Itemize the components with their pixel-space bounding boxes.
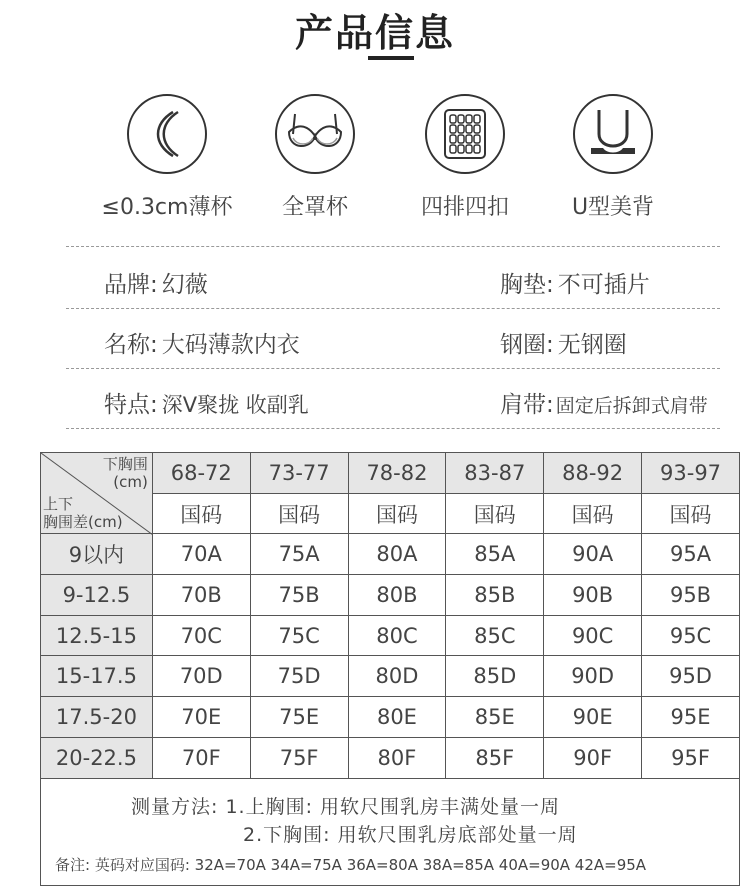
divider — [66, 428, 720, 429]
size-cell: 75A — [250, 534, 348, 575]
column-header: 78-82 — [348, 453, 446, 494]
u-back-icon — [573, 94, 653, 174]
size-cell: 70E — [152, 697, 250, 738]
divider — [66, 308, 720, 309]
size-cell: 90D — [544, 656, 642, 697]
table-row — [41, 615, 740, 656]
corner-underbust-label: 下胸围 (cm) — [102, 455, 148, 491]
column-header: 93-97 — [642, 453, 740, 494]
size-cell: 85D — [446, 656, 544, 697]
column-header: 68-72 — [152, 453, 250, 494]
size-cell: 70A — [152, 534, 250, 575]
size-cell: 95B — [642, 575, 740, 616]
size-standard-cell: 国码 — [152, 493, 250, 534]
size-cell: 80F — [348, 737, 446, 778]
table-corner-cell — [41, 453, 153, 534]
page-title: 产品信息 — [294, 11, 455, 55]
thin-cup-icon — [127, 94, 207, 174]
size-cell: 75F — [250, 737, 348, 778]
size-chart-table — [40, 452, 740, 779]
size-cell: 70C — [152, 615, 250, 656]
feature-thin-cup — [82, 94, 252, 221]
table-row — [41, 575, 740, 616]
table-row — [41, 737, 740, 778]
attr-value: 大码薄款内衣 — [161, 332, 300, 358]
feature-caption: 全罩杯 — [281, 195, 348, 220]
size-standard-cell: 国码 — [250, 493, 348, 534]
size-cell: 95C — [642, 615, 740, 656]
size-cell: 80E — [348, 697, 446, 738]
row-header: 15-17.5 — [41, 656, 153, 697]
table-row — [41, 656, 740, 697]
size-cell: 95D — [642, 656, 740, 697]
feature-caption: ≤0.3cm薄杯 — [101, 195, 233, 220]
size-cell: 80A — [348, 534, 446, 575]
attr-label: 名称: — [104, 332, 158, 358]
size-cell: 90E — [544, 697, 642, 738]
attr-value: 固定后拆卸式肩带 — [555, 395, 708, 417]
corner-difference-label: 上下 胸围差(cm) — [43, 495, 123, 532]
size-cell: 80B — [348, 575, 446, 616]
four-row-hook-icon — [425, 94, 505, 174]
feature-caption: U型美背 — [571, 195, 655, 220]
size-cell: 95E — [642, 697, 740, 738]
size-cell: 90A — [544, 534, 642, 575]
measure-method-1: 测量方法: 1.上胸围: 用软尺围乳房丰满处量一周 — [131, 796, 561, 818]
attr-label: 特点: — [104, 392, 158, 418]
attr-value: 深V聚拢 收副乳 — [161, 393, 309, 417]
attr-feature — [104, 386, 309, 419]
size-standard-cell: 国码 — [348, 493, 446, 534]
attr-label: 钢圈: — [500, 332, 554, 358]
title-underline — [368, 56, 414, 60]
table-header-row — [41, 453, 740, 494]
row-header: 9以内 — [41, 534, 153, 575]
column-header: 83-87 — [446, 453, 544, 494]
full-cup-bra-icon — [275, 94, 355, 174]
size-cell: 75B — [250, 575, 348, 616]
size-cell: 80C — [348, 615, 446, 656]
row-header: 20-22.5 — [41, 737, 153, 778]
divider — [66, 368, 720, 369]
size-cell: 85B — [446, 575, 544, 616]
size-standard-cell: 国码 — [446, 493, 544, 534]
row-header: 9-12.5 — [41, 575, 153, 616]
feature-full-cup — [230, 94, 400, 221]
attr-label: 胸垫: — [500, 272, 554, 298]
attr-strap — [500, 386, 708, 419]
size-standard-cell: 国码 — [642, 493, 740, 534]
size-cell: 80D — [348, 656, 446, 697]
size-cell: 90B — [544, 575, 642, 616]
size-cell: 85E — [446, 697, 544, 738]
size-cell: 85A — [446, 534, 544, 575]
column-header: 73-77 — [250, 453, 348, 494]
size-cell: 85C — [446, 615, 544, 656]
row-header: 12.5-15 — [41, 615, 153, 656]
attr-label: 品牌: — [104, 272, 158, 298]
size-conversion-remark: 备注: 英码对应国码: 32A=70A 34A=75A 36A=80A 38A=85A 40A=90A 42A=95A — [55, 856, 647, 874]
attr-value: 无钢圈 — [557, 332, 627, 358]
size-cell: 75D — [250, 656, 348, 697]
attr-wire — [500, 326, 627, 359]
size-cell: 75C — [250, 615, 348, 656]
attr-brand — [104, 266, 208, 299]
feature-caption: 四排四扣 — [420, 195, 509, 220]
size-cell: 70D — [152, 656, 250, 697]
feature-icons — [0, 94, 750, 224]
size-cell: 85F — [446, 737, 544, 778]
size-cell: 90F — [544, 737, 642, 778]
measure-method-2: 2.下胸围: 用软尺围乳房底部处量一周 — [243, 824, 578, 846]
attr-pad — [500, 266, 650, 299]
size-standard-cell: 国码 — [544, 493, 642, 534]
size-cell: 70F — [152, 737, 250, 778]
divider — [66, 246, 720, 247]
feature-u-back — [528, 94, 698, 221]
table-row — [41, 534, 740, 575]
size-cell: 95F — [642, 737, 740, 778]
attr-value: 幻薇 — [161, 272, 208, 298]
attr-label: 肩带: — [500, 392, 554, 418]
feature-four-hooks — [380, 94, 550, 221]
attr-value: 不可插片 — [557, 272, 650, 298]
attr-name — [104, 326, 300, 359]
column-header: 88-92 — [544, 453, 642, 494]
size-notes — [40, 778, 740, 886]
size-cell: 70B — [152, 575, 250, 616]
table-row — [41, 697, 740, 738]
size-cell: 95A — [642, 534, 740, 575]
size-cell: 75E — [250, 697, 348, 738]
size-cell: 90C — [544, 615, 642, 656]
row-header: 17.5-20 — [41, 697, 153, 738]
